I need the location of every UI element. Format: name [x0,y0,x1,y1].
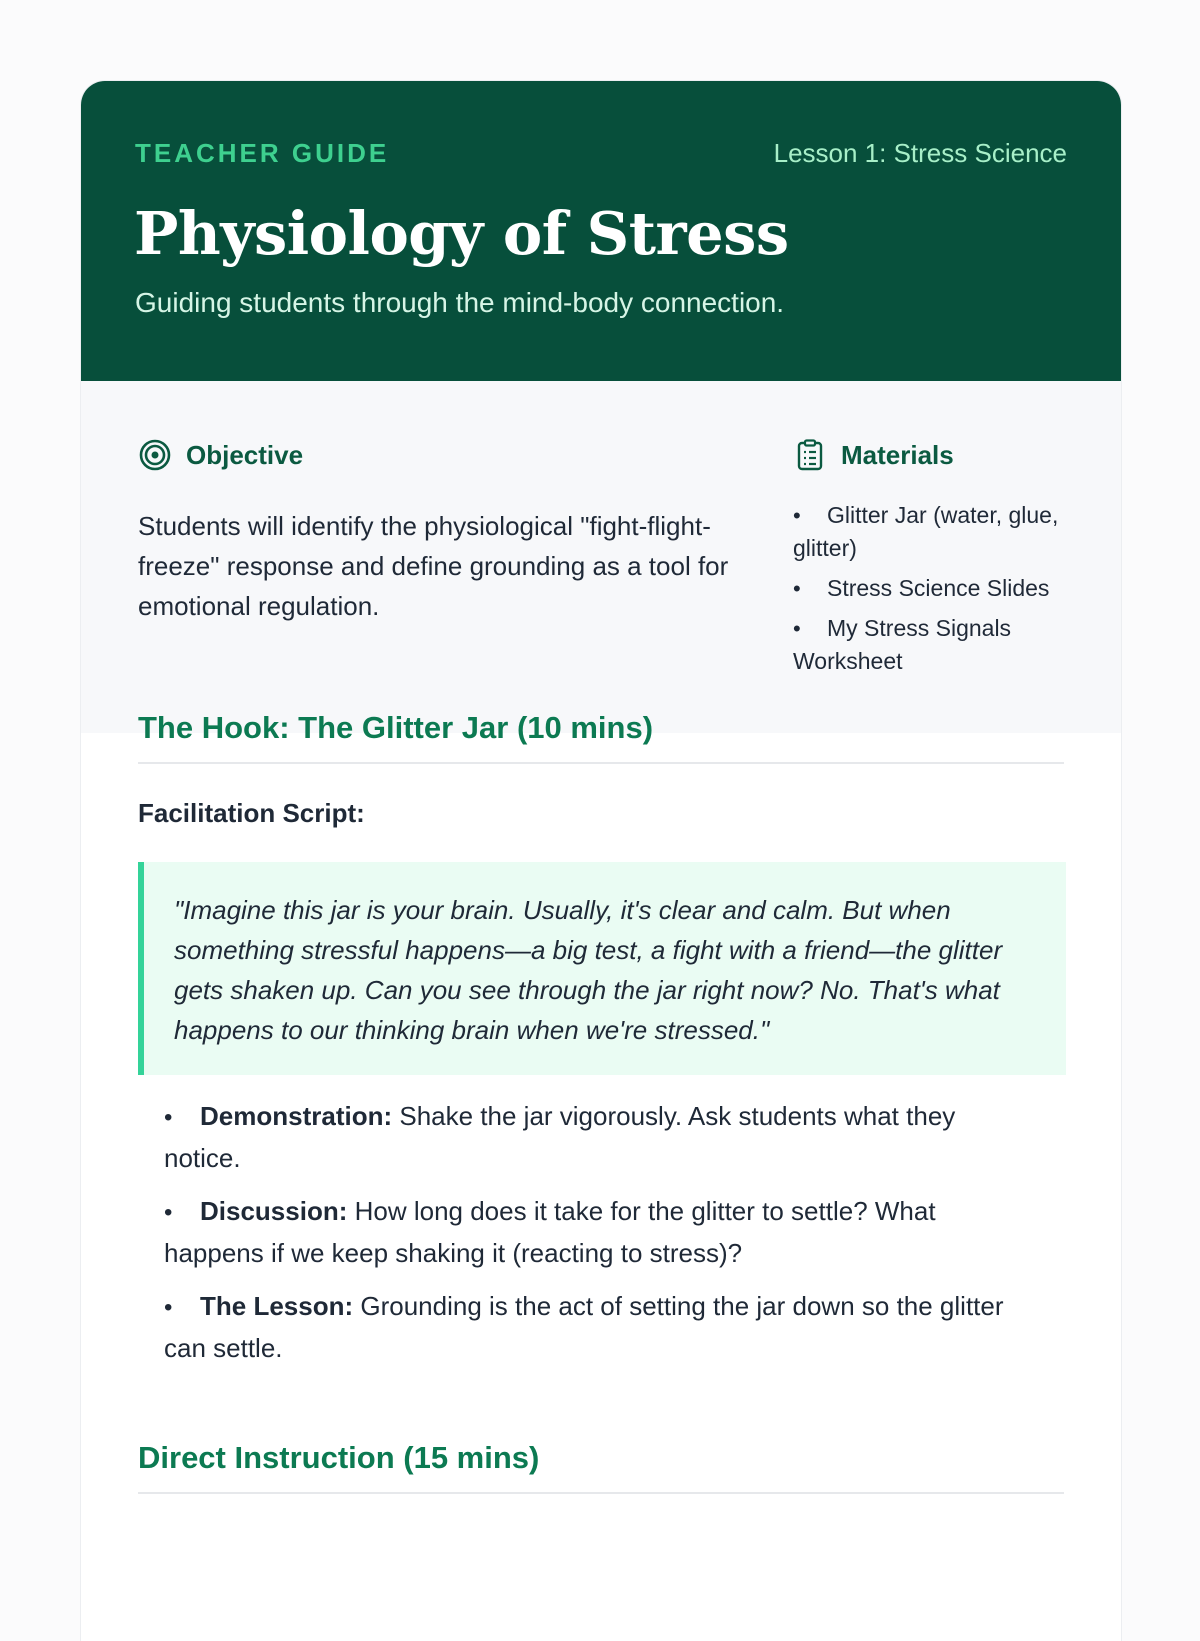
direct-section-title: Direct Instruction (15 mins) [138,1440,1064,1494]
material-item: • My Stress Signals Worksheet [793,612,1083,678]
hook-points-list [164,1096,1034,1381]
guide-eyebrow: TEACHER GUIDE [135,138,390,168]
list-item [164,1096,1034,1178]
materials-heading-label: Materials [841,439,954,470]
point-text: How long does it take for the glitter to settle? What happens if we keep shaking it (reacting to stress)? [164,1196,936,1268]
objective-heading-label: Objective [186,439,304,470]
objective-text: Students will identify the physiological "fight-flight-freeze" response and define grounding as a tool for emotional regulation. [138,511,729,621]
point-label: The Lesson: [200,1291,354,1321]
point-text: Grounding is the act of setting the jar down so the glitter can settle. [164,1291,1004,1363]
point-label: Discussion: [200,1196,348,1226]
lesson-label: Lesson 1: Stress Science [773,138,1067,168]
point-label: Demonstration: [200,1101,393,1131]
page-title: Physiology of Stress [134,199,789,268]
material-item: • Stress Science Slides [793,572,1083,605]
script-label: Facilitation Script: [138,798,365,828]
material-item: • Glitter Jar (water, glue, glitter) [793,499,1083,565]
hook-section-title: The Hook: The Glitter Jar (10 mins) [138,710,1064,764]
page-subtitle: Guiding students through the mind-body connection. [135,287,785,318]
lesson-body [81,0,1121,1600]
list-item [164,1191,1034,1273]
point-text: Shake the jar vigorously. Ask students what they notice. [164,1101,956,1173]
list-item [164,1286,1034,1368]
facilitation-quote: "Imagine this jar is your brain. Usually, it's clear and calm. But when something stressful happens—a big test, a fight with a friend—the glitter gets shaken up. Can you see through the jar right now? No. That's what happens to our thinking brain when we're stressed." [138,862,1066,1075]
